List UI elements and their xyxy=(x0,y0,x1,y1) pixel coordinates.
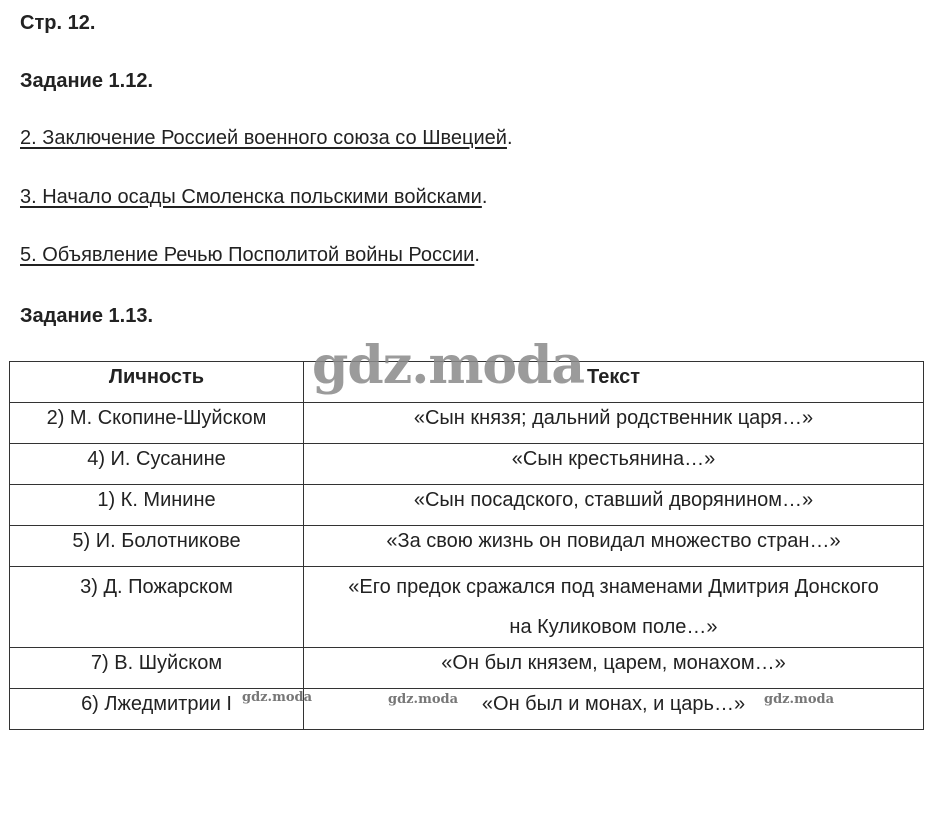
task-1-12-answer-3 xyxy=(20,244,480,267)
table-row xyxy=(10,526,924,567)
column-header-person: Личность xyxy=(10,362,304,403)
answer-period: . xyxy=(506,127,513,149)
watermark-small-center: gdz.moda xyxy=(388,692,459,707)
table-row xyxy=(10,567,924,648)
text-cell: «За свою жизнь он повидал множество стран…» xyxy=(304,526,924,567)
task-1-13-title: Задание 1.13. xyxy=(20,305,154,327)
table-row xyxy=(10,403,924,444)
task-1-12-title: Задание 1.12. xyxy=(20,70,154,92)
task-1-12-answer-2 xyxy=(20,186,487,209)
person-cell: 4) И. Сусанине xyxy=(10,444,304,485)
column-header-text: Текст xyxy=(304,362,924,403)
text-cell: «Сын посадского, ставший дворянином…» xyxy=(304,485,924,526)
answer-text: 3. Начало осады Смоленска польскими войсками xyxy=(20,186,482,208)
text-cell: «Он был князем, царем, монахом…» xyxy=(304,648,924,689)
text-cell: «Его предок сражался под знаменами Дмитрия Донского на Куликовом поле…» xyxy=(304,567,924,648)
page-number: Стр. 12. xyxy=(20,12,96,34)
watermark-logo: gdz.moda xyxy=(312,335,585,396)
person-cell: 7) В. Шуйском xyxy=(10,648,304,689)
watermark-small-right: gdz.moda xyxy=(764,692,835,707)
table-row xyxy=(10,689,924,730)
answer-period: . xyxy=(481,186,488,208)
table-header-row xyxy=(10,362,924,403)
answer-period: . xyxy=(474,244,480,266)
table-row xyxy=(10,444,924,485)
person-cell: 2) М. Скопине-Шуйском xyxy=(10,403,304,444)
watermark-small-left: gdz.moda xyxy=(242,690,313,705)
matching-table xyxy=(9,361,924,730)
person-cell: 6) Лжедмитрии I xyxy=(10,689,304,730)
person-cell: 3) Д. Пожарском xyxy=(10,567,304,648)
answer-text: 2. Заключение Россией военного союза со Швецией xyxy=(20,127,507,149)
table-row xyxy=(10,485,924,526)
text-cell: «Он был и монах, и царь…» xyxy=(304,689,924,730)
person-cell: 1) К. Минине xyxy=(10,485,304,526)
task-1-12-answer-1 xyxy=(20,127,513,150)
answer-text: 5. Объявление Речью Посполитой войны России xyxy=(20,244,475,266)
person-cell: 5) И. Болотникове xyxy=(10,526,304,567)
table-row xyxy=(10,648,924,689)
text-cell: «Сын крестьянина…» xyxy=(304,444,924,485)
text-cell: «Сын князя; дальний родственник царя…» xyxy=(304,403,924,444)
